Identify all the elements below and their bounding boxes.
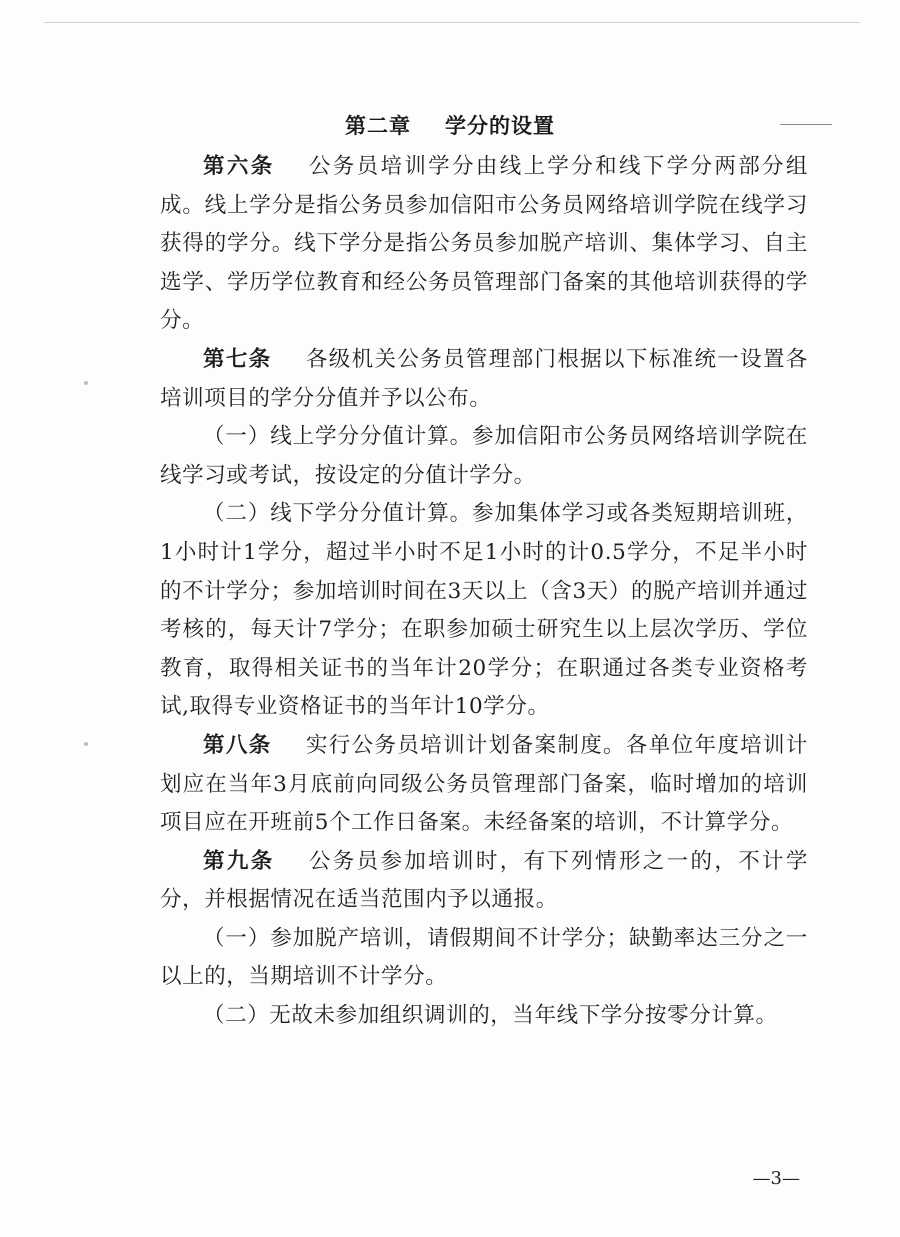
article-paragraph [160,727,808,843]
article-text: 公务员参加培训时，有下列情形之一的，不计学分，并根据情况在适当范围内予以通报。 [160,848,808,913]
scan-speck [84,381,88,385]
article-text: 公务员培训学分由线上学分和线下学分两部分组成。线上学分是指公务员参加信阳市公务员网络培训学院在线学习获得的学分。线下学分是指公务员参加脱产培训、集体学习、自主选学、学历学位教育和经公务员管理部门备案的其他培训获得的学分。 [160,154,808,334]
article-label: 第九条 [203,848,275,874]
article-text: 实行公务员培训计划备案制度。各单位年度培训计划应在当年3月底前向同级公务员管理部门备案，临时增加的培训项目应在开班前5个工作日备案。未经备案的培训，不计算学分。 [160,732,808,836]
article-text: 各级机关公务员管理部门根据以下标准统一设置各培训项目的学分分值并予以公布。 [160,346,808,411]
chapter-name: 学分的设置 [445,114,555,138]
page-number: —3— [752,1168,800,1189]
article-label: 第八条 [203,732,272,758]
scan-speck [84,742,88,746]
article-item: （一）参加脱产培训，请假期间不计学分；缺勤率达三分之一以上的，当期培训不计学分。 [160,925,808,990]
document-body [160,148,808,1036]
article-item: （二）线下学分分值计算。参加集体学习或各类短期培训班，1小时计1学分，超过半小时不足1小时的计0.5学分，不足半小时的不计学分；参加培训时间在3天以上（含3天）的脱产培训并通过考核的，每天计7学分；在职参加硕士研究生以上层次学历、学位教育，取得相关证书的当年计20学分；在职通过各类专业资格考试,取得专业资格证书的当年计10学分。 [160,501,808,720]
article-label: 第六条 [203,154,275,179]
article-item: （二）无故未参加组织调训的，当年线下学分按零分计算。 [203,1003,778,1029]
chapter-number: 第二章 [345,114,411,138]
page-top-edge [44,22,860,23]
chapter-title [0,108,900,144]
article-label: 第七条 [203,346,272,372]
article-paragraph [160,148,808,341]
article-paragraph [160,843,808,920]
article-item: （一）线上学分分值计算。参加信阳市公务员网络培训学院在线学习或考试，按设定的分值计学分。 [160,424,808,488]
article-paragraph [160,341,808,418]
